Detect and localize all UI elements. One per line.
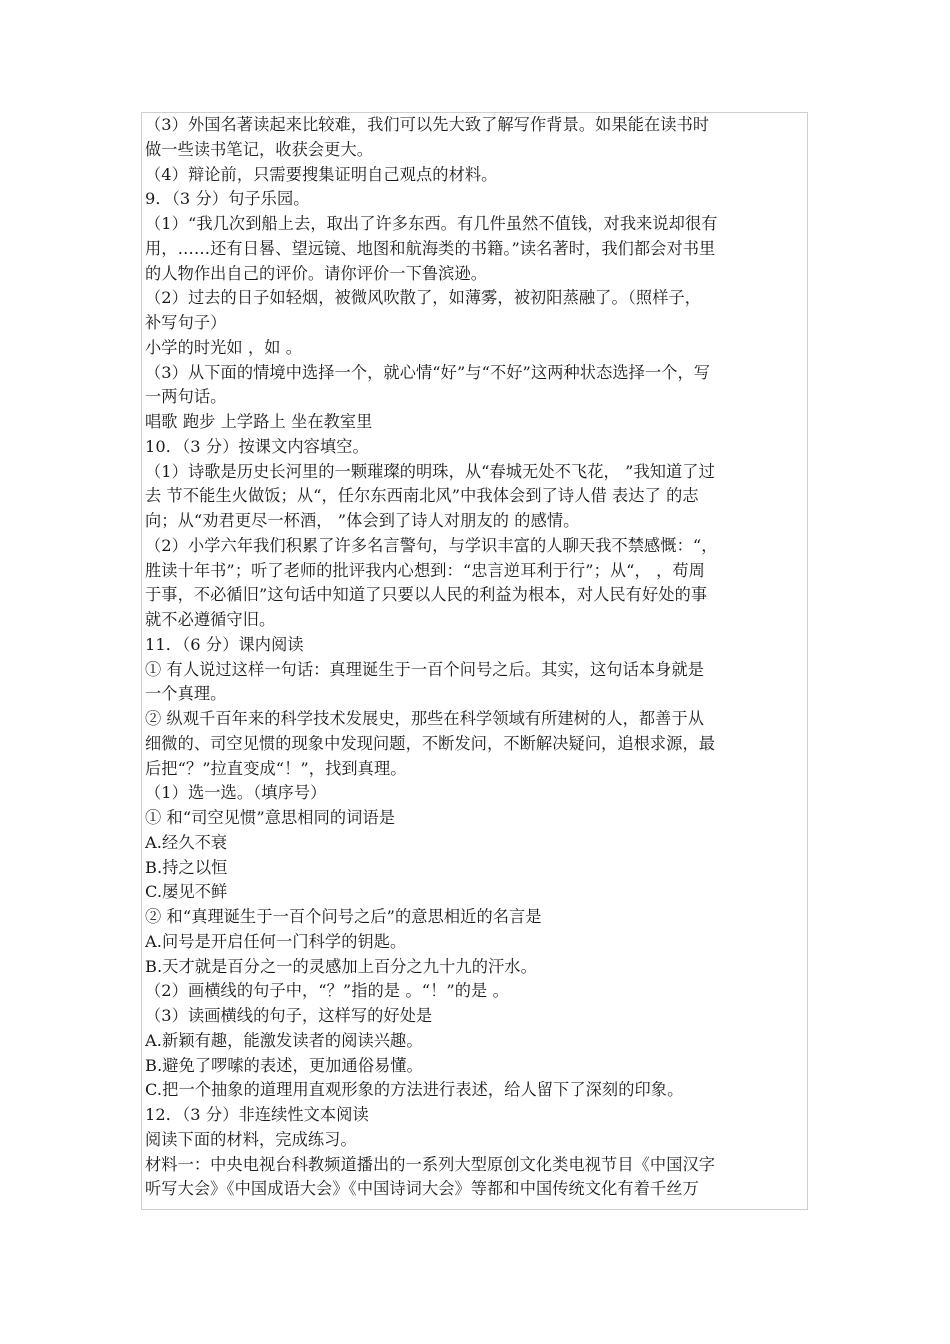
text-line: （3）外国名著读起来比较难，我们可以先大致了解写作背景。如果能在读书时: [145, 115, 710, 134]
text-line: ① 和“司空见惯”意思相同的词语是: [145, 808, 396, 827]
text-line: 材料一：中央电视台科教频道播出的一系列大型原创文化类电视节目《中国汉字: [145, 1154, 716, 1174]
option-line: C.屡见不鲜: [145, 882, 228, 902]
text-line: 一个真理。: [145, 684, 227, 704]
document-page: [141, 112, 808, 1210]
question-heading: 9．（3 分）句子乐园。: [145, 189, 310, 209]
option-line: A.经久不衰: [145, 832, 228, 852]
text-line: 后把“？”拉直变成“！”，找到真理。: [145, 758, 407, 778]
option-line: B.天才就是百分之一的灵感加上百分之九十九的汗水。: [145, 956, 537, 976]
text-line: （1）“我几次到船上去，取出了许多东西。有几件虽然不值钱，对我来说却很有: [145, 214, 718, 233]
text-line: ② 纵观千百年来的科学技术发展史，那些在科学领域有所建树的人，都善于从: [145, 709, 705, 728]
text-line: 的人物作出自己的评价。请你评价一下鲁滨逊。: [145, 263, 488, 283]
text-line: （3）从下面的情境中选择一个，就心情“好”与“不好”这两种状态选择一个，写: [145, 362, 711, 382]
text-line: （1）选一选。（填序号）: [145, 783, 327, 803]
text-line: 听写大会》《中国成语大会》《中国诗词大会》等都和中国传统文化有着千丝万: [145, 1179, 699, 1199]
text-line: （2）过去的日子如轻烟，被微风吹散了，如薄雾，被初阳蒸融了。（照样子，: [145, 288, 702, 308]
text-line: 胜读十年书”；听了老师的批评我内心想到：“忠言逆耳利于行”；从“， ，苟周: [145, 560, 705, 580]
question-heading: 11．（6 分）课内阅读: [145, 634, 304, 654]
text-line: （2）小学六年我们积累了许多名言警句，与学识丰富的人聊天我不禁感慨：“，: [145, 535, 718, 555]
text-line: ② 和“真理诞生于一百个问号之后”的意思相近的名言是: [145, 907, 542, 926]
text-line: （1）诗歌是历史长河里的一颗璀璨的明珠，从“春城无处不飞花， ”我知道了过: [145, 461, 715, 481]
text-line: （2）画横线的句子中，“？”指的是 。“！”的是 。: [145, 981, 509, 1001]
text-line: 向；从“劝君更尽一杯酒， ”体会到了诗人对朋友的 的感情。: [145, 511, 580, 530]
text-line: 小学的时光如 ，如 。: [145, 337, 303, 357]
text-line: 去 节不能生火做饭；从“，任尔东西南北风”中我体会到了诗人借 表达了 的志: [145, 486, 699, 506]
text-line: 于事，不必循旧”这句话中知道了只要以人民的利益为根本，对人民有好处的事: [145, 585, 708, 605]
text-line: 用，……还有日晷、望远镜、地图和航海类的书籍。”读名著时，我们都会对书里: [145, 238, 716, 258]
text-line: 细微的、司空见惯的现象中发现问题，不断发问，不断解决疑问，追根求源，最: [145, 733, 716, 753]
text-line: （3）读画横线的句子，这样写的好处是: [145, 1006, 433, 1025]
option-line: C.把一个抽象的道理用直观形象的方法进行表述，给人留下了深刻的印象。: [145, 1080, 684, 1100]
text-line: （4）辩论前，只需要搜集证明自己观点的材料。: [145, 164, 498, 184]
question-heading: 12．（3 分）非连续性文本阅读: [145, 1105, 369, 1124]
text-line: 唱歌 跑步 上学路上 坐在教室里: [145, 412, 373, 431]
option-line: A.问号是开启任何一门科学的钥匙。: [145, 931, 407, 951]
document-body: [145, 113, 805, 1202]
option-line: A.新颖有趣，能激发读者的阅读兴趣。: [145, 1030, 423, 1050]
option-line: B.避免了啰嗦的表述，更加通俗易懂。: [145, 1055, 423, 1075]
question-heading: 10．（3 分）按课文内容填空。: [145, 436, 369, 456]
text-line: 一两句话。: [145, 387, 227, 407]
option-line: B.持之以恒: [145, 857, 228, 877]
text-line: 就不必遵循守旧。: [145, 610, 276, 629]
text-line: 做一些读书笔记，收获会更大。: [145, 139, 374, 159]
text-line: ① 有人说过这样一句话：真理诞生于一百个问号之后。其实，这句话本身就是: [145, 659, 705, 679]
text-line: 阅读下面的材料，完成练习。: [145, 1129, 357, 1149]
text-line: 补写句子）: [145, 313, 227, 332]
